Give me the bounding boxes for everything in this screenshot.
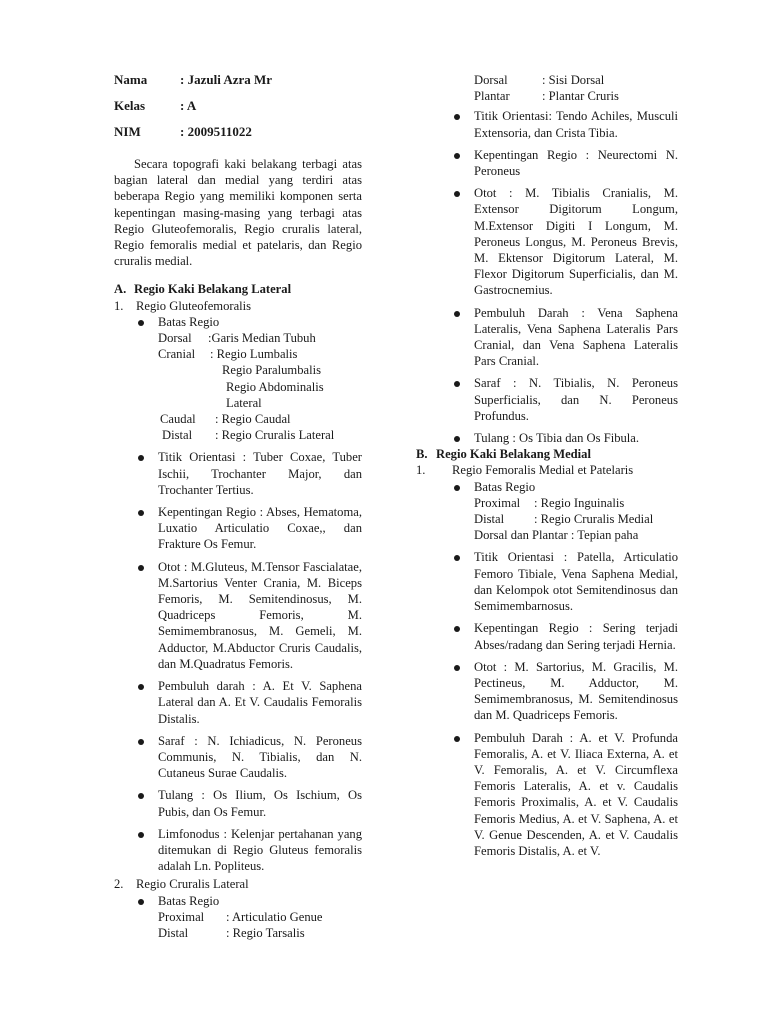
identity-key: Nama — [114, 72, 148, 87]
batas-line — [158, 379, 362, 395]
batas-value: : Articulatio Genue — [226, 909, 323, 924]
intro-paragraph: Secara topografi kaki belakang terbagi atas bagian lateral dan medial yang terdiri atas beberapa Regio yang memiliki komponen serta kepentingan masing-masing yang terbagi atas Regio Gluteofemoralis, Regio cruralis lateral, Regio femoralis medial et patelaris, dan Regio cruralis medial. — [114, 157, 362, 269]
identity-value: : A — [180, 98, 197, 113]
bullet-kepentingan-regio: Kepentingan Regio : Abses, Hematoma, Luxatio Articulatio Coxae,, dan Frakture Os Femur. — [136, 504, 362, 553]
batas-line — [474, 495, 678, 511]
batas-value: Lateral — [226, 395, 262, 410]
batas-key: Dorsal — [474, 73, 508, 87]
section-a-heading — [114, 281, 362, 297]
batas-value: Regio Abdominalis — [226, 379, 324, 394]
bullet-kepentingan-regio: Kepentingan Regio : Neurectomi N. Peroneus — [452, 147, 678, 179]
item-a1-bullets — [114, 314, 362, 875]
identity-value: : 2009511022 — [180, 124, 252, 139]
batas-line — [474, 527, 678, 543]
section-marker: B. — [416, 447, 428, 462]
batas-key: Plantar — [474, 89, 510, 104]
batas-value: : Regio Cruralis Lateral — [215, 428, 335, 443]
bullet-otot: Otot : M.Gluteus, M.Tensor Fascialatae, M.Sartorius Venter Crania, M. Biceps Femoris, M. Semitendinosus, M. Quadriceps Femoris, M. Semimembranosus, M. Gemeli, M. Adductor, M.Abductor Cruris Caudalis, dan M.Quadratus Femoris. — [136, 559, 362, 672]
batas-line — [158, 362, 362, 378]
identity-row-nim — [114, 124, 362, 150]
batas-key: Dorsal — [158, 331, 192, 346]
batas-key: Distal — [158, 925, 189, 940]
batas-key: Caudal — [160, 412, 196, 427]
identity-key: NIM — [114, 124, 141, 139]
right-column — [416, 72, 678, 865]
batas-value: Dorsal dan Plantar : Tepian paha — [474, 528, 639, 543]
bullet-kepentingan-regio: Kepentingan Regio : Sering terjadi Abses/radang dan Sering terjadi Hernia. — [452, 620, 678, 652]
batas-line — [158, 346, 362, 362]
bullet-tulang: Tulang : Os Tibia dan Os Fibula. — [452, 430, 678, 446]
item-marker: 2. — [114, 877, 124, 892]
batas-value: : Plantar Cruris — [542, 89, 619, 104]
item-title: Regio Gluteofemoralis — [136, 298, 252, 313]
batas-line — [158, 925, 362, 941]
batas-key: Proximal — [474, 495, 521, 510]
bullet-batas-regio — [136, 893, 362, 942]
section-marker: A. — [114, 282, 127, 297]
section-b-heading — [416, 446, 678, 462]
batas-line — [162, 427, 362, 443]
batas-value: : Regio Inguinalis — [534, 495, 625, 510]
bullet-titik-orientasi: Titik Orientasi : Patella, Articulatio Femoro Tibiale, Vena Saphena Medial, dan Kelompok otot Semitendinosus dan Semimembarnosus. — [452, 549, 678, 614]
item-a2-bullets — [416, 108, 678, 446]
batas-key — [158, 362, 222, 378]
batas-key: Distal — [162, 428, 193, 443]
batas-key: Cranial — [158, 347, 196, 362]
item-marker: 1. — [114, 298, 124, 313]
item-a2-batas — [114, 893, 362, 942]
identity-row-name — [114, 72, 362, 98]
bullet-pembuluh-darah: Pembuluh Darah : A. et V. Profunda Femoralis, A. et V. Iliaca Externa, A. et V. Femoralis, A. et V. Circumflexa Femoris Lateralis, A. et v. Caudalis Femoris Proximalis, A. et V. Caudalis Femoris Medius, A. et V. Saphena, A. et V. Genue Descenden, A. et V. Caudalis Femoris Distalis, A. et V. — [452, 730, 678, 860]
batas-value: : Regio Caudal — [215, 412, 291, 427]
item-marker: 1. — [416, 463, 426, 478]
item-b1-bullets — [416, 479, 678, 859]
bullet-batas-regio — [452, 479, 678, 544]
batas-continued-line — [416, 88, 678, 104]
bullet-titik-orientasi: Titik Orientasi : Tuber Coxae, Tuber Ischii, Trochanter Major, dan Trochanter Tertius. — [136, 449, 362, 498]
batas-key — [158, 395, 226, 411]
batas-value: : Regio Tarsalis — [226, 925, 305, 940]
bullet-titik-orientasi: Titik Orientasi: Tendo Achiles, Musculi Extensoria, dan Crista Tibia. — [452, 108, 678, 140]
batas-value: : Sisi Dorsal — [542, 73, 605, 87]
batas-line — [158, 330, 362, 346]
bullet-pembuluh-darah: Pembuluh darah : A. Et V. Saphena Lateral dan A. Et V. Caudalis Femoralis Distalis. — [136, 678, 362, 727]
item-b1-heading — [416, 462, 678, 478]
batas-value: :Garis Median Tubuh — [208, 331, 316, 346]
bullet-tulang: Tulang : Os Ilium, Os Ischium, Os Pubis, dan Os Femur. — [136, 787, 362, 819]
batas-label: Batas Regio — [474, 479, 536, 494]
identity-value: : Jazuli Azra Mr — [180, 72, 273, 87]
batas-label: Batas Regio — [158, 893, 220, 908]
batas-line — [160, 411, 362, 427]
batas-continued-line — [416, 72, 678, 88]
batas-line — [158, 395, 362, 411]
bullet-limfonodus: Limfonodus : Kelenjar pertahanan yang ditemukan di Regio Gluteus femoralis adalah Ln. Popliteus. — [136, 826, 362, 875]
identity-row-class — [114, 98, 362, 124]
batas-value: Regio Paralumbalis — [222, 363, 321, 378]
section-title: Regio Kaki Belakang Lateral — [134, 282, 292, 297]
left-column — [114, 72, 362, 947]
section-title: Regio Kaki Belakang Medial — [436, 447, 591, 462]
identity-key: Kelas — [114, 98, 146, 113]
batas-value: : Regio Cruralis Medial — [534, 512, 654, 527]
bullet-otot: Otot : M. Sartorius, M. Gracilis, M. Pectineus, M. Adductor, M. Semimembranosus, M. Semitendinosus dan M. Quadriceps Femoris. — [452, 659, 678, 724]
bullet-batas-regio — [136, 314, 362, 444]
bullet-saraf: Saraf : N. Ichiadicus, N. Peroneus Communis, N. Tibialis, dan N. Cutaneus Surae Caudalis. — [136, 733, 362, 782]
item-a2-heading — [114, 876, 362, 892]
batas-key: Distal — [474, 512, 505, 527]
batas-label: Batas Regio — [158, 314, 220, 329]
item-title: Regio Femoralis Medial et Patelaris — [452, 463, 634, 478]
batas-line — [158, 909, 362, 925]
batas-line — [474, 511, 678, 527]
bullet-otot: Otot : M. Tibialis Cranialis, M. Extensor Digitorum Longum, M.Extensor Digiti I Longum, M. Peroneus Longus, M. Peroneus Brevis, M. Ektensor Digitorum Lateral, M. Flexor Digitorum Superficialis, dan M. Gastrocnemius. — [452, 185, 678, 298]
bullet-pembuluh-darah: Pembuluh Darah : Vena Saphena Lateralis, Vena Saphena Lateralis Pars Cranial, dan Vena Saphena Lateralis Pars Cranial. — [452, 305, 678, 370]
item-a1-heading — [114, 298, 362, 314]
batas-key: Proximal — [158, 909, 205, 924]
bullet-saraf: Saraf : N. Tibialis, N. Peroneus Superficialis, dan N. Peroneus Profundus. — [452, 375, 678, 424]
item-title: Regio Cruralis Lateral — [136, 877, 249, 892]
batas-key — [158, 379, 226, 395]
batas-value: : Regio Lumbalis — [210, 347, 298, 362]
